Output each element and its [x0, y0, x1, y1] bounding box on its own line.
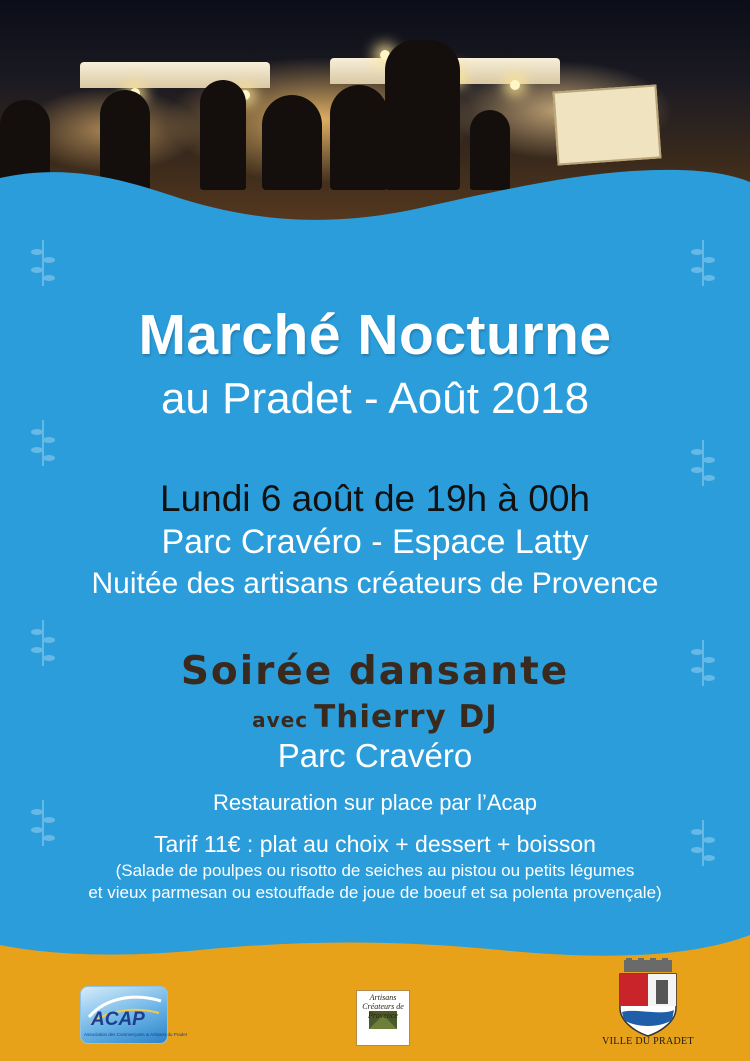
restauration-line: Restauration sur place par l’Acap: [212, 790, 538, 815]
dj-name: Thierry DJ: [314, 699, 498, 735]
avec-label: avec: [252, 708, 309, 732]
menu-details: (Salade de poulpes ou risotto de seiches au pistou ou petits légumes: [115, 861, 635, 880]
event-title: Marché Nocturne: [138, 303, 612, 367]
event-subtitle: au Pradet - Août 2018: [160, 374, 590, 423]
olive-branch-ornament: [690, 240, 716, 286]
acap-logo: [80, 986, 188, 1044]
event-venue: Parc Cravéro - Espace Latty: [161, 523, 589, 561]
tarif-line: Tarif 11€ : plat au choix + dessert + boisson: [154, 831, 596, 857]
artisans-createurs-logo: [356, 990, 410, 1046]
menu-details: et vieux parmesan ou estouffade de joue de boeuf et sa polenta provençale): [88, 883, 662, 902]
pradet-name: VILLE DU PRADET: [602, 1036, 694, 1047]
pradet-coat-of-arms-icon: [610, 958, 686, 1038]
soiree-place: Parc Cravéro: [277, 737, 473, 774]
event-nuitee: Nuitée des artisans créateurs de Provence: [91, 567, 659, 600]
artisans-text: Artisans Créateurs de Provence: [362, 993, 404, 1020]
dj-line: [0, 698, 750, 739]
olive-branch-ornament: [30, 240, 56, 286]
olive-branch-ornament: [30, 420, 56, 466]
ville-du-pradet-logo: [602, 958, 694, 1060]
acap-word: ACAP: [91, 1009, 145, 1030]
acap-tagline: Association des Commerçants & Artisans du Pradet: [84, 1032, 188, 1037]
event-date: Lundi 6 août de 19h à 00h: [160, 478, 590, 519]
soiree-heading: Soirée dansante: [180, 649, 570, 694]
